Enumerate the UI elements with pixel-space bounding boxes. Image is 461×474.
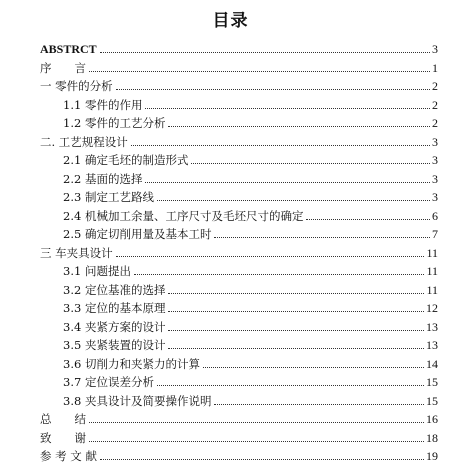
toc-entry-label: 2.5 确定切削用量及基本工时 xyxy=(63,227,212,241)
toc-entry-page-number: 18 xyxy=(426,430,438,445)
toc-entry-page-number: 11 xyxy=(426,245,438,260)
toc-dot-leader xyxy=(157,200,430,201)
toc-entry-label: 三 车夹具设计 xyxy=(40,245,113,260)
toc-dot-leader xyxy=(100,459,424,460)
toc-entry xyxy=(40,59,438,77)
toc-dot-leader xyxy=(116,256,425,257)
toc-entry-label: 参 考 文 献 xyxy=(40,449,97,463)
toc-entry-label: 3.5 夹紧装置的设计 xyxy=(63,338,166,352)
toc-dot-leader xyxy=(168,348,424,349)
toc-entry xyxy=(63,225,438,243)
toc-entry xyxy=(63,355,438,373)
toc-entry-label: 1.1 零件的作用 xyxy=(63,97,143,112)
page-title: 目录 xyxy=(212,11,249,31)
toc-entry-label: 2.3 制定工艺路线 xyxy=(63,190,154,204)
toc-entry-label: ABSTRCT xyxy=(40,42,97,56)
toc-entry xyxy=(63,318,438,336)
toc-entry-page-number: 3 xyxy=(432,134,438,149)
toc-dot-leader xyxy=(168,126,430,127)
toc-entry xyxy=(40,40,438,58)
toc-entry xyxy=(40,244,438,262)
toc-entry-label: 致 谢 xyxy=(40,430,86,445)
toc-entry-label: 3.2 定位基准的选择 xyxy=(63,282,166,297)
toc-entry-label: 2.4 机械加工余量、工序尺寸及毛坯尺寸的确定 xyxy=(63,208,304,223)
toc-entry-page-number: 2 xyxy=(432,79,438,93)
toc-dot-leader xyxy=(100,52,430,53)
toc-entry-label: 二. 工艺规程设计 xyxy=(40,134,128,149)
toc-entry xyxy=(40,410,438,428)
toc-entry-page-number: 14 xyxy=(426,356,438,371)
toc-entry-page-number: 15 xyxy=(426,393,438,408)
toc-entry xyxy=(63,299,438,317)
toc-entry-page-number: 12 xyxy=(426,301,438,315)
toc-entry xyxy=(63,281,438,299)
toc-entry-page-number: 19 xyxy=(426,449,438,463)
toc-entry-page-number: 3 xyxy=(432,153,438,167)
toc-entry-page-number: 11 xyxy=(426,264,438,278)
toc-entry-page-number: 6 xyxy=(432,208,438,223)
toc-entry-page-number: 13 xyxy=(426,338,438,352)
toc-entry xyxy=(40,77,438,95)
toc-dot-leader xyxy=(89,422,424,423)
toc-dot-leader xyxy=(203,367,424,368)
toc-entry-page-number: 2 xyxy=(432,97,438,112)
toc-entry-page-number: 2 xyxy=(432,116,438,130)
toc-entry-page-number: 15 xyxy=(426,375,438,389)
toc-dot-leader xyxy=(191,163,430,164)
toc-entry-label: 1.2 零件的工艺分析 xyxy=(63,116,166,130)
toc-dot-leader xyxy=(134,274,424,275)
toc-entry-label: 3.1 问题提出 xyxy=(63,264,131,278)
toc-dot-leader xyxy=(157,385,424,386)
toc-entry-label: 2.2 基面的选择 xyxy=(63,171,143,186)
toc-entry xyxy=(63,170,438,188)
toc-entry-page-number: 11 xyxy=(426,282,438,297)
toc-entry xyxy=(63,188,438,206)
toc-entry xyxy=(63,373,438,391)
toc-dot-leader xyxy=(168,330,424,331)
toc-dot-leader xyxy=(306,219,430,220)
toc-dot-leader xyxy=(168,311,424,312)
toc-entry-label: 3.8 夹具设计及简要操作说明 xyxy=(63,393,212,408)
toc-dot-leader xyxy=(168,293,424,294)
toc-entry-label: 总 结 xyxy=(40,412,86,426)
toc-entry-page-number: 13 xyxy=(426,319,438,334)
toc-dot-leader xyxy=(214,237,430,238)
toc-entry xyxy=(63,114,438,132)
toc-entry-label: 3.3 定位的基本原理 xyxy=(63,301,166,315)
toc-entry-label: 序 言 xyxy=(40,60,86,75)
toc-dot-leader xyxy=(214,404,424,405)
toc-dot-leader xyxy=(89,441,424,442)
toc-entry-page-number: 3 xyxy=(432,190,438,204)
toc-entry xyxy=(63,151,438,169)
toc-entry xyxy=(63,207,438,225)
toc-dot-leader xyxy=(89,71,430,72)
toc-entry-label: 3.7 定位误差分析 xyxy=(63,375,154,389)
toc-entry-page-number: 1 xyxy=(432,60,438,75)
toc-entry xyxy=(63,392,438,410)
toc-dot-leader xyxy=(145,108,430,109)
toc-entry-page-number: 7 xyxy=(432,227,438,241)
toc-entry-label: 3.4 夹紧方案的设计 xyxy=(63,319,166,334)
toc-entry xyxy=(40,429,438,447)
toc-entry xyxy=(40,133,438,151)
toc-entry-page-number: 3 xyxy=(432,42,438,56)
toc-entry-label: 2.1 确定毛坯的制造形式 xyxy=(63,153,189,167)
toc-entry-page-number: 16 xyxy=(426,412,438,426)
toc-entry xyxy=(40,447,438,465)
toc-entry xyxy=(63,262,438,280)
toc-entry-label: 3.6 切削力和夹紧力的计算 xyxy=(63,356,200,371)
toc-dot-leader xyxy=(145,182,430,183)
toc-entry-page-number: 3 xyxy=(432,171,438,186)
toc-entry xyxy=(63,96,438,114)
toc-entry xyxy=(63,336,438,354)
toc-dot-leader xyxy=(131,145,430,146)
toc-entry-label: 一 零件的分析 xyxy=(40,79,113,93)
toc-dot-leader xyxy=(116,89,430,90)
